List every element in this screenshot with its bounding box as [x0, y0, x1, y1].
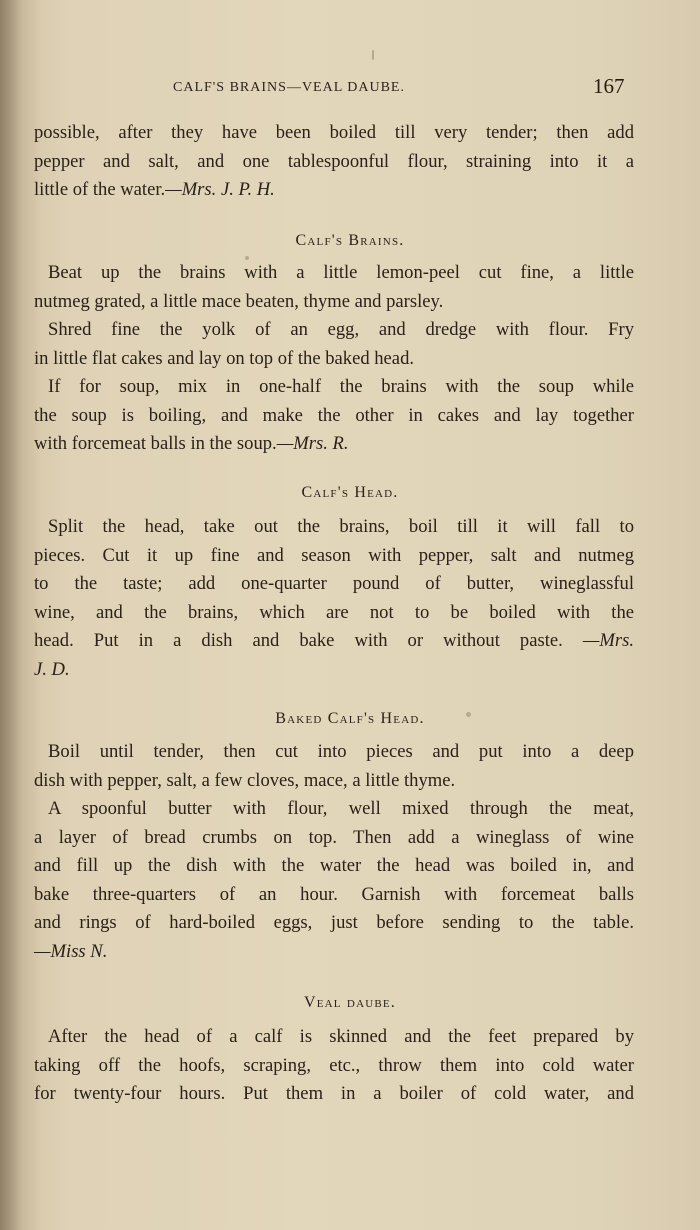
text-line: and rings of hard-boiled eggs, just before sending to the table. [34, 912, 634, 933]
running-title: CALF'S BRAINS—VEAL DAUBE. [173, 80, 405, 95]
line-text: with forcemeat balls in the soup. [34, 433, 277, 454]
text-line: possible, after they have been boiled till very tender; then add [34, 122, 634, 143]
author-signature: —Mrs. J. P. H. [165, 179, 275, 200]
paper-fleck [372, 50, 374, 60]
text-line: to the taste; add one-quarter pound of butter, wineglassful [34, 573, 634, 594]
text-line: a layer of bread crumbs on top. Then add a wineglass of wine [34, 826, 634, 848]
text-line: wine, and the brains, which are not to be boiled with the [34, 601, 634, 623]
page-header [0, 74, 700, 102]
text-line: pepper and salt, and one tablespoonful flour, straining into it a [34, 150, 634, 172]
text-line [34, 430, 634, 459]
text-line [34, 627, 634, 656]
text-line: pieces. Cut it up fine and season with pepper, salt and nutmeg [34, 544, 634, 566]
text-line: Beat up the brains with a little lemon-peel cut fine, a little [48, 262, 634, 283]
author-signature: J. D. [34, 658, 70, 680]
continuation-paragraph [34, 119, 634, 205]
text-line: Boil until tender, then cut into pieces and put into a deep [48, 741, 634, 762]
recipe-heading-veal-daube: Veal daube. [303, 994, 397, 1011]
recipe-veal-daube [34, 1023, 634, 1109]
page-number: 167 [593, 74, 625, 98]
text-line: A spoonful butter with flour, well mixed through the meat, [48, 798, 634, 819]
text-line: the soup is boiling, and make the other in cakes and lay together [34, 404, 634, 426]
author-signature: —Mrs. [582, 630, 634, 651]
text-line [34, 938, 634, 967]
text-line: dish with pepper, salt, a few cloves, mace, a little thyme. [34, 769, 456, 791]
recipe-heading-calfs-brains: Calf's Brains. [295, 232, 405, 249]
text-line: Split the head, take out the brains, boil till it will fall to [48, 516, 634, 537]
author-signature: —Miss N. [34, 940, 108, 962]
recipe-baked-calfs-head [34, 738, 634, 966]
text-line [34, 176, 634, 205]
text-line: After the head of a calf is skinned and the feet prepared by [48, 1026, 634, 1047]
text-line: nutmeg grated, a little mace beaten, thyme and parsley. [34, 290, 444, 312]
text-line: If for soup, mix in one-half the brains with the soup while [48, 376, 634, 397]
line-text: head. Put in a dish and bake with or without paste. [34, 630, 563, 651]
recipe-calfs-brains [34, 259, 634, 459]
text-line: Shred fine the yolk of an egg, and dredge with flour. Fry [48, 319, 634, 340]
author-signature: —Mrs. R. [276, 433, 349, 454]
text-line: taking off the hoofs, scraping, etc., throw them into cold water [34, 1054, 634, 1076]
line-text: little of the water. [34, 179, 166, 200]
text-line: in little flat cakes and lay on top of the baked head. [34, 347, 415, 369]
recipe-heading-baked-calfs-head: Baked Calf's Head. [275, 710, 425, 727]
recipe-calfs-head [34, 513, 634, 684]
recipe-heading-calfs-head: Calf's Head. [301, 484, 399, 501]
text-line: bake three-quarters of an hour. Garnish with forcemeat balls [34, 883, 634, 905]
text-line [34, 656, 634, 685]
text-line: and fill up the dish with the water the head was boiled in, and [34, 855, 634, 876]
text-line: for twenty-four hours. Put them in a boiler of cold water, and [34, 1083, 634, 1104]
